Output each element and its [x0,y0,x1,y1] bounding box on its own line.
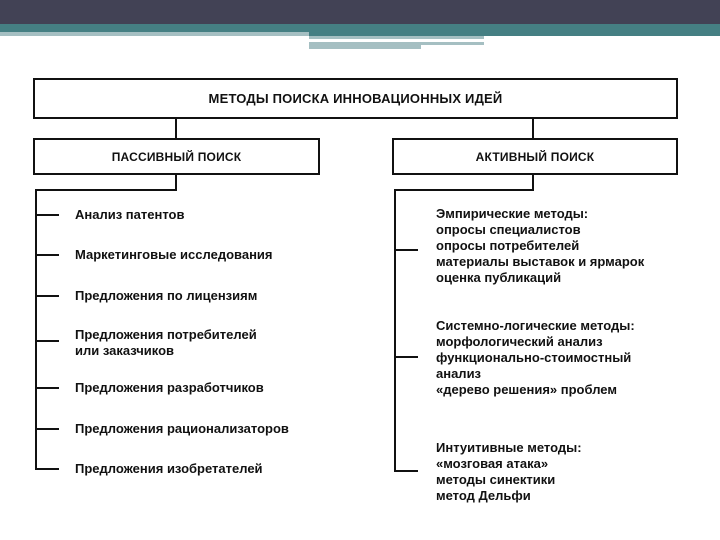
header-stripe [0,32,309,36]
tick [35,214,59,216]
tick [35,254,59,256]
item-line: Предложения изобретателей [75,461,263,476]
tick [35,340,59,342]
header-stripe [421,42,484,45]
item-line: Предложения разработчиков [75,380,264,395]
item-line: морфологический анализ [436,334,603,349]
active-group [436,440,582,504]
passive-item [75,380,264,396]
passive-item [75,461,263,477]
tick [394,470,418,472]
item-line: Интуитивные методы: [436,440,582,455]
connector [532,118,534,139]
passive-box: ПАССИВНЫЙ ПОИСК [33,138,320,175]
active-group [436,206,644,286]
passive-item [75,421,289,437]
item-line: Системно-логические методы: [436,318,635,333]
item-line: функционально-стоимостный [436,350,632,365]
active-group [436,318,635,398]
header-stripe [309,42,421,49]
passive-item [75,327,257,359]
connector [35,189,177,191]
tick [35,428,59,430]
item-line: Анализ патентов [75,207,185,222]
item-line: «дерево решения» проблем [436,382,617,397]
header-stripe [309,36,484,39]
item-line: опросы специалистов [436,222,581,237]
tick [35,295,59,297]
passive-item [75,207,184,223]
root-box: МЕТОДЫ ПОИСКА ИННОВАЦИОННЫХ ИДЕЙ [33,78,678,119]
item-line: Эмпирические методы: [436,206,589,221]
item-line: «мозговая атака» [436,456,549,471]
passive-item [75,247,273,263]
passive-item [75,288,257,304]
tick [394,356,418,358]
item-line: метод Дельфи [436,488,531,503]
active-spine [394,189,396,471]
tick [35,387,59,389]
connector [175,118,177,139]
header-accent [0,24,720,32]
item-line: Маркетинговые исследования [75,247,273,262]
active-box: АКТИВНЫЙ ПОИСК [392,138,678,175]
connector [394,189,534,191]
item-line: анализ [436,366,482,381]
item-line: Предложения потребителей [75,327,257,342]
item-line: Предложения по лицензиям [75,288,258,303]
item-line: Предложения рационализаторов [75,421,289,436]
tick [394,249,418,251]
tick [35,468,59,470]
item-line: материалы выставок и ярмарок [436,254,645,269]
item-line: или заказчиков [75,343,175,358]
item-line: методы синектики [436,472,556,487]
item-line: оценка публикаций [436,270,562,285]
header-band [0,0,720,24]
item-line: опросы потребителей [436,238,580,253]
